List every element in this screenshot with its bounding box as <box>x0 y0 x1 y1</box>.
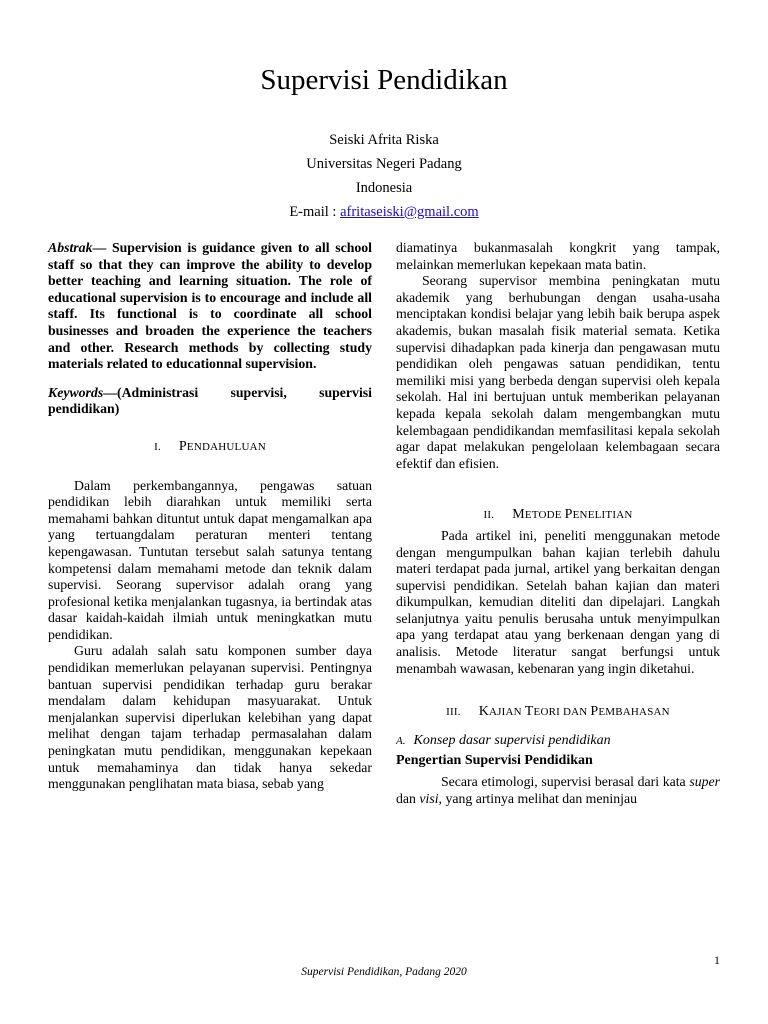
paragraph: Seorang supervisor membina peningkatan mutu akademik yang berhubungan dengan usaha-usaha menciptakan kondisi belajar yang lebih baik berupa aspek akademis, bukan masalah fisik material semata. Ketika supervisi dihadapkan pada kinerja dan pengawasan mutu pendidikan oleh pengawas satuan pendidikan, tentu memiliki misi yang berbeda dengan supervisi oleh kepala sekolah. Hal ini bertujuan untuk memberikan pelayanan kepada kepala sekolah dalam mengembangkan mutu kelembagaan pendidikandan memfasilitasi kepala sekolah agar dapat melakukan pengelolaan kelembagaan secara efektif dan efisien. <box>396 273 720 471</box>
subsection-a-heading <box>396 733 720 750</box>
right-column <box>396 240 720 807</box>
author-name: Seiski Afrita Riska <box>329 132 439 148</box>
email-link[interactable]: afritaseiski@gmail.com <box>340 204 479 220</box>
section-rest: ENDAHULUAN <box>186 440 266 453</box>
keywords-dash: — <box>103 384 117 400</box>
italic-term: visi <box>419 790 439 806</box>
page-number: 1 <box>714 953 720 967</box>
section-rest: EMBAHASAN <box>598 706 670 719</box>
abstract-dash: — <box>92 240 112 255</box>
subsubsection-heading: Pengertian Supervisi Pendidikan <box>396 753 593 769</box>
author-affiliation: Universitas Negeri Padang <box>306 156 462 172</box>
abstract-label: Abstrak <box>48 240 93 255</box>
section-rest: ETODE <box>524 509 565 522</box>
section-cap: P <box>178 438 187 454</box>
section-cap: P <box>590 704 599 720</box>
abstract <box>48 240 372 373</box>
subsection-number: A. <box>396 734 406 747</box>
paragraph: Dalam perkembangannya, pengawas satuan pendidikan lebih diarahkan untuk memiliki serta memahami bahkan dituntut untuk dapat mengamalkan apa yang tertuangdalam peraturan menteri tentang kepengawasan. Tuntutan tersebut salah satunya tentang kompetensi dalam memahami metode dan teknik dalam supervisi. Seorang supervisor adalah orang yang profesional ketika menjalankan tugasnya, ia bertindak atas dasar kaidah-kaidah ilmiah untuk meningkatkan mutu pendidikan. <box>48 477 372 642</box>
section-number: I. <box>154 440 161 453</box>
paragraph <box>396 774 720 807</box>
text-run: , yang artinya melihat dan meninjau <box>438 790 638 806</box>
text-run: Secara etimologi, supervisi berasal dari kata <box>441 774 690 790</box>
section-rest: AJIAN <box>489 706 525 719</box>
paragraph: Guru adalah salah satu komponen sumber daya pendidikan memerlukan pelayanan supervisi. Pentingnya bantuan supervisi pendidikan terhadap guru berakar mendalam dalam kehidupan masyuarakat. Untuk menjalankan supervisi diperlukan kelebihan yang dapat melihat dengan tajam terhadap permasalahan dalam peningkatan mutu pendidikan, menggunakan kepekaan untuk memahaminya dan tidak hanya sekedar menggunakan penglihatan mata biasa, sebab yang <box>48 643 372 792</box>
section-heading-metode <box>396 506 720 524</box>
section-rest: EORI DAN <box>533 706 591 719</box>
left-column <box>48 240 372 793</box>
section-number: II. <box>483 509 495 522</box>
author-country: Indonesia <box>355 180 413 196</box>
section-number: III. <box>446 706 461 719</box>
email-label: E-mail : <box>289 204 341 220</box>
paragraph: diamatinya bukanmasalah kongkrit yang tampak, melainkan memerlukan kepekaan mata batin. <box>396 240 720 272</box>
section-cap: K <box>478 704 490 720</box>
section-cap: P <box>564 507 573 523</box>
text-run: dan <box>396 790 420 806</box>
keywords <box>48 385 372 418</box>
author-block <box>0 128 768 224</box>
section-heading-kajian <box>396 703 720 721</box>
abstract-text: Supervision is guidance given to all school staff so that they can improve the ability to develop better teaching and learning situation. The role of educational supervision is to encourage and include all staff. Its functional is to coordinate all school businesses and broaden the experience the teachers and other. Research methods by collecting study materials related to educationnal supervision. <box>48 240 372 372</box>
author-email-line <box>0 200 768 224</box>
paragraph: Pada artikel ini, peneliti menggunakan metode dengan mengumpulkan bahan kajian terlebih dahulu materi terdapat pada jurnal, artikel yang berkaitan dengan supervisi pendidikan. Setelah bahan kajian dan materi dikumpulkan, kemudian diteliti dan dipelajari. Langkah selanjutnya yaitu penulis berusaha untuk menyimpulkan apa yang terdapat atau yang berkenaan dengan yang di analisis. Metode literatur sangat berfungsi untuk menambah wawasan, kebenaran yang ingin diketahui. <box>396 527 720 676</box>
keywords-text: (Administrasi supervisi, supervisi pendidikan) <box>48 384 372 417</box>
section-cap: T <box>524 704 534 720</box>
keywords-label: Keywords <box>48 384 104 400</box>
italic-term: super <box>689 774 720 790</box>
section-heading-pendahuluan <box>48 438 372 456</box>
subsection-title: Konsep dasar supervisi pendidikan <box>413 732 611 748</box>
section-rest: ENELITIAN <box>572 509 633 522</box>
paper-title: Supervisi Pendidikan <box>260 64 508 96</box>
page-footer: Supervisi Pendidikan, Padang 2020 <box>301 966 467 978</box>
section-cap: M <box>512 507 525 523</box>
